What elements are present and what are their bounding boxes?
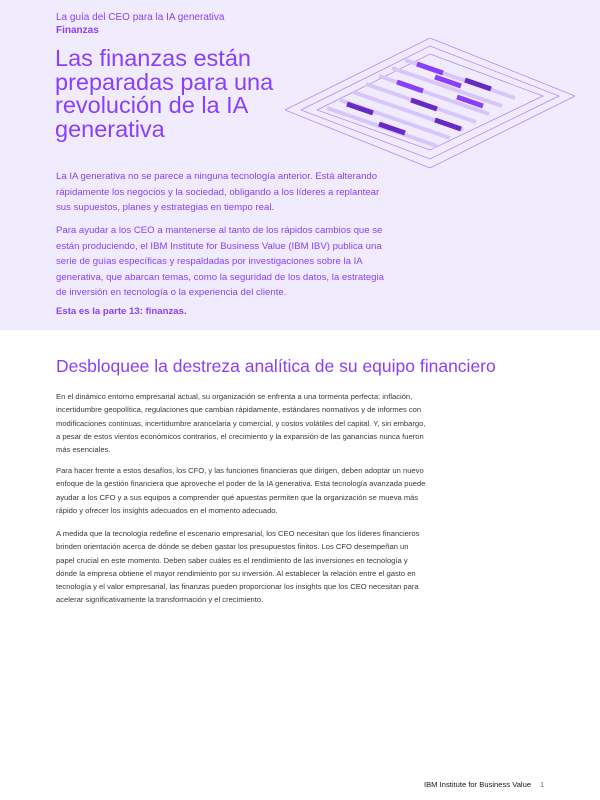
footer-brand: IBM Institute for Business Value: [424, 780, 532, 789]
body-paragraph-2: Para hacer frente a estos desafíos, los CFO, y las funciones financieras que dirigen, deben adoptar un nuevo enfoque de la gestión financiera que aproveche el poder de la IA generativa. Esta tecnología avanzada puede ayudar a los CFO y a sus equipos a comprender qué apuestas permiten que la organización se mueva más rápido y ofrecer los insights adecuados en el momento adecuado.: [56, 466, 426, 515]
isometric-spreadsheet-illustration: [285, 38, 575, 168]
page-number: 1: [540, 780, 545, 789]
part-label: Finanzas: [56, 25, 99, 36]
page-title: Las finanzas están preparadas para una revolución de la IA generativa: [55, 45, 274, 142]
body-paragraph-1: En el dinámico entorno empresarial actual, su organización se enfrenta a una tormenta perfecta: inflación, incertidumbre geopolítica, regulaciones que cambian rápidamente, estándares normativos y de informes con modificaciones continuas, incertidumbre arancelaria y comercial, y costos volátiles del capital. Y, sin embargo, a pesar de estos vientos económicos contrarios, el crecimiento y la expansión de las ganancias nunca fueron más esenciales.: [56, 392, 426, 455]
section-heading: Desbloquee la destreza analítica de su equipo financiero: [56, 356, 496, 376]
intro-paragraph-1: La IA generativa no se parece a ninguna tecnología anterior. Está alterando rápidamente los negocios y la sociedad, obligando a los líderes a replantear sus supuestos, planes y estrategias en tiempo real.: [56, 171, 380, 213]
intro-paragraph-2: Para ayudar a los CEO a mantenerse al tanto de los rápidos cambios que se están produciendo, el IBM Institute for Business Value (IBM IBV) publica una serie de guías específicas y respaldadas por investigaciones sobre la IA generativa, que abarcan temas, como la seguridad de los datos, la estrategia de inversión en tecnología o la experiencia del cliente.: [56, 225, 384, 298]
series-title: La guía del CEO para la IA generativa: [56, 12, 225, 23]
body-paragraph-3: A medida que la tecnología redefine el escenario empresarial, los CEO necesitan que los líderes financieros brinden orientación acerca de dónde se deben gastar los presupuestos finitos. Los CFO desempeñan un papel crucial en este momento. Deben saber cuáles es el rendimiento de las inversiones en tecnología y dónde la empresa obtiene el mayor rendimiento por su inversión. Al establecer la relación entre el gasto en tecnología y el valor empresarial, las finanzas pueden proporcionar los insights que los CEO necesitan para acelerar significativamente la transformación y el crecimiento.: [56, 529, 420, 605]
intro-part-note: Esta es la parte 13: finanzas.: [56, 306, 187, 317]
